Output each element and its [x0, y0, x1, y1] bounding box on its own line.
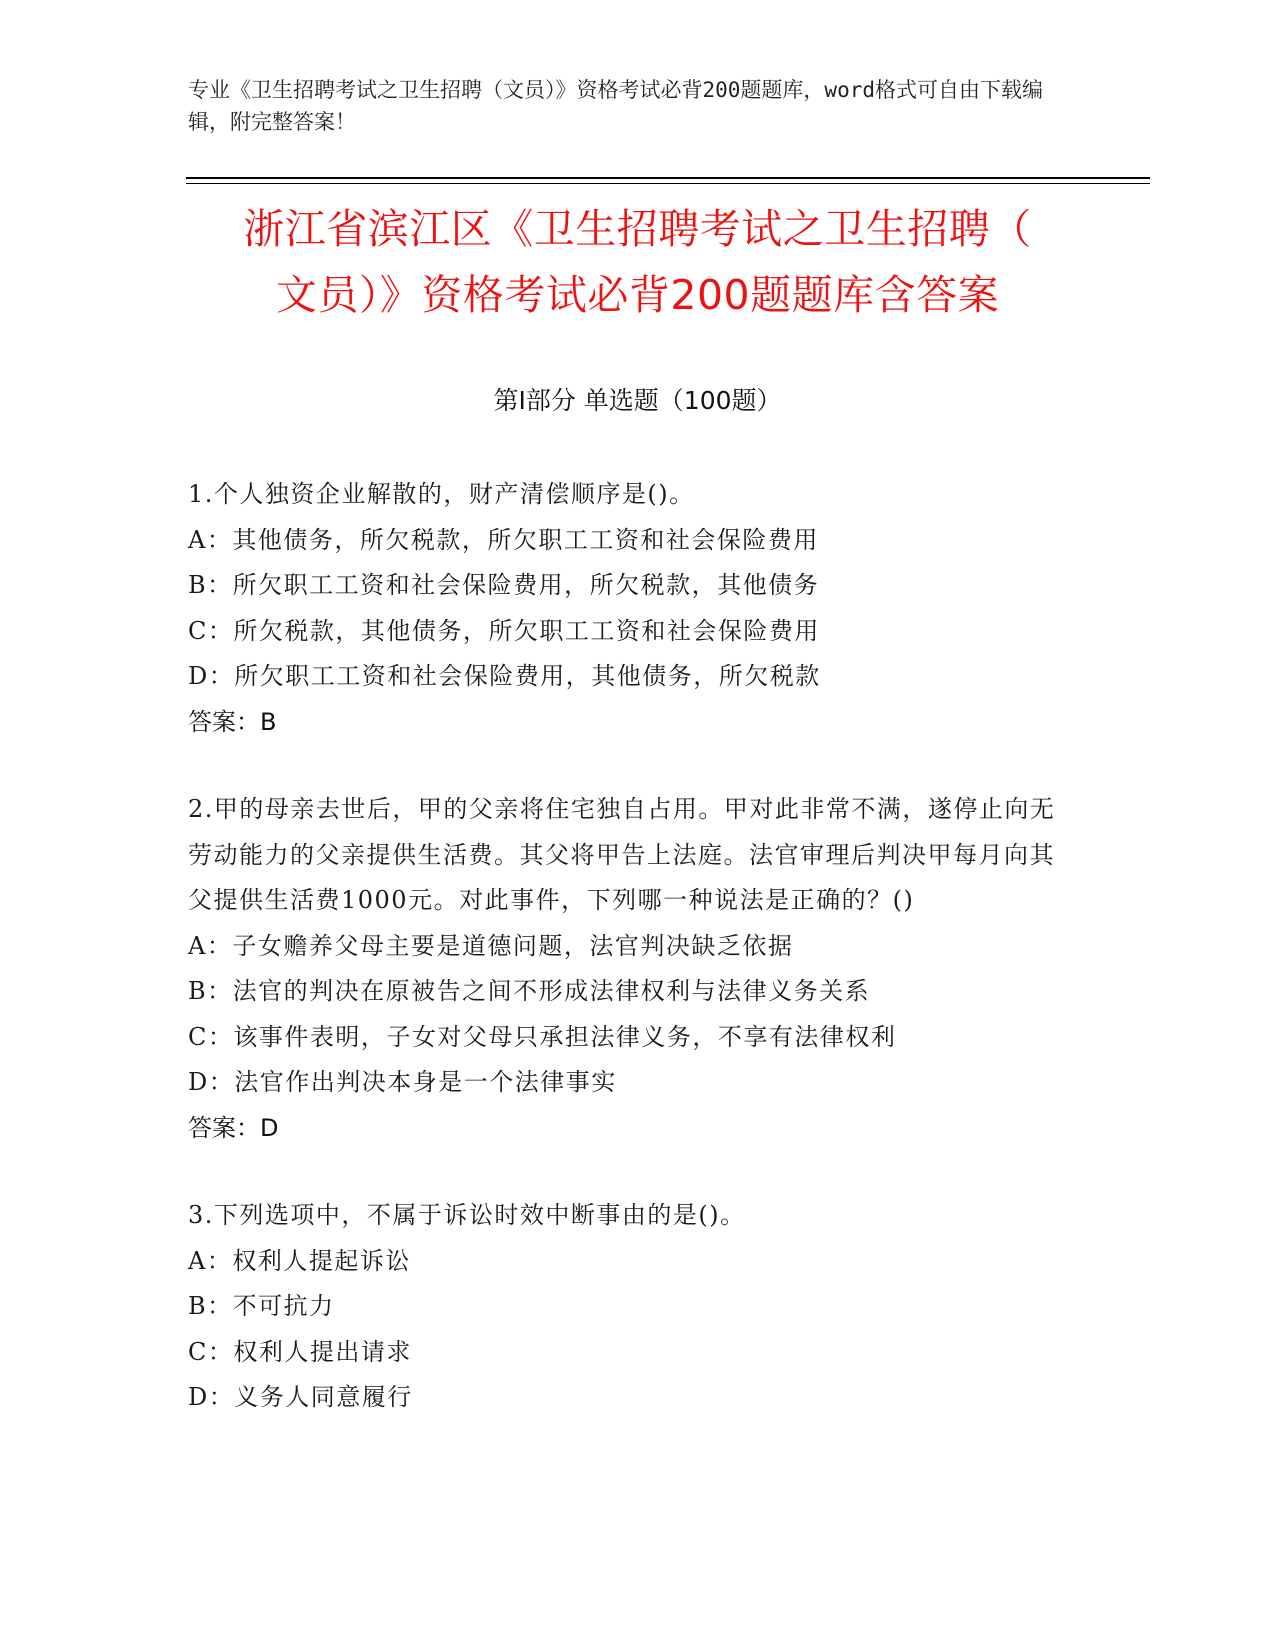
- option-c: C：所欠税款，其他债务，所欠职工工资和社会保险费用: [188, 616, 820, 645]
- header-divider-thick: [186, 177, 1150, 179]
- section-heading: 第Ⅰ部分 单选题（100题）: [493, 386, 782, 415]
- document-title: [150, 196, 1125, 328]
- option-a: A：子女赡养父母主要是道德问题，法官判决缺乏依据: [188, 931, 794, 960]
- question-2: [188, 787, 1068, 1151]
- title-line-2: 文员）》资格考试必背200题题库含答案: [275, 271, 1000, 319]
- header-note: 专业《卫生招聘考试之卫生招聘（文员）》资格考试必背200题题库，word格式可自由下载编辑，附完整答案！: [188, 78, 1043, 134]
- title-line-1: 浙江省滨江区《卫生招聘考试之卫生招聘（: [243, 205, 1032, 253]
- question-list: [188, 472, 1068, 1463]
- question-stem: 3.下列选项中，不属于诉讼时效中断事由的是()。: [188, 1201, 746, 1229]
- question-3: [188, 1193, 1068, 1421]
- question-1: [188, 472, 1068, 745]
- header-divider-thin: [186, 183, 1150, 184]
- option-d: D：义务人同意履行: [188, 1383, 413, 1411]
- option-c: C：权利人提出请求: [188, 1337, 412, 1366]
- option-b: B：法官的判决在原被告之间不形成法律权利与法律义务关系: [188, 977, 871, 1005]
- answer-line: 答案：B: [188, 707, 277, 736]
- question-stem: 2.甲的母亲去世后，甲的父亲将住宅独自占用。甲对此非常不满，遂停止向无劳动能力的父亲提供生活费。其父将甲告上法庭。法官审理后判决甲每月向其父提供生活费1000元。对此事件，下列哪一种说法是正确的？(): [188, 795, 1056, 914]
- question-stem: 1.个人独资企业解散的，财产清偿顺序是()。: [188, 480, 695, 508]
- option-a: A：权利人提起诉讼: [188, 1246, 411, 1275]
- option-c: C：该事件表明，子女对父母只承担法律义务，不享有法律权利: [188, 1022, 897, 1051]
- option-b: B：所欠职工工资和社会保险费用，所欠税款，其他债务: [188, 571, 820, 599]
- option-d: D：所欠职工工资和社会保险费用，其他债务，所欠税款: [188, 662, 821, 690]
- option-b: B：不可抗力: [188, 1292, 335, 1320]
- option-a: A：其他债务，所欠税款，所欠职工工资和社会保险费用: [188, 525, 819, 554]
- option-d: D：法官作出判决本身是一个法律事实: [188, 1068, 617, 1096]
- answer-line: 答案：D: [188, 1113, 279, 1142]
